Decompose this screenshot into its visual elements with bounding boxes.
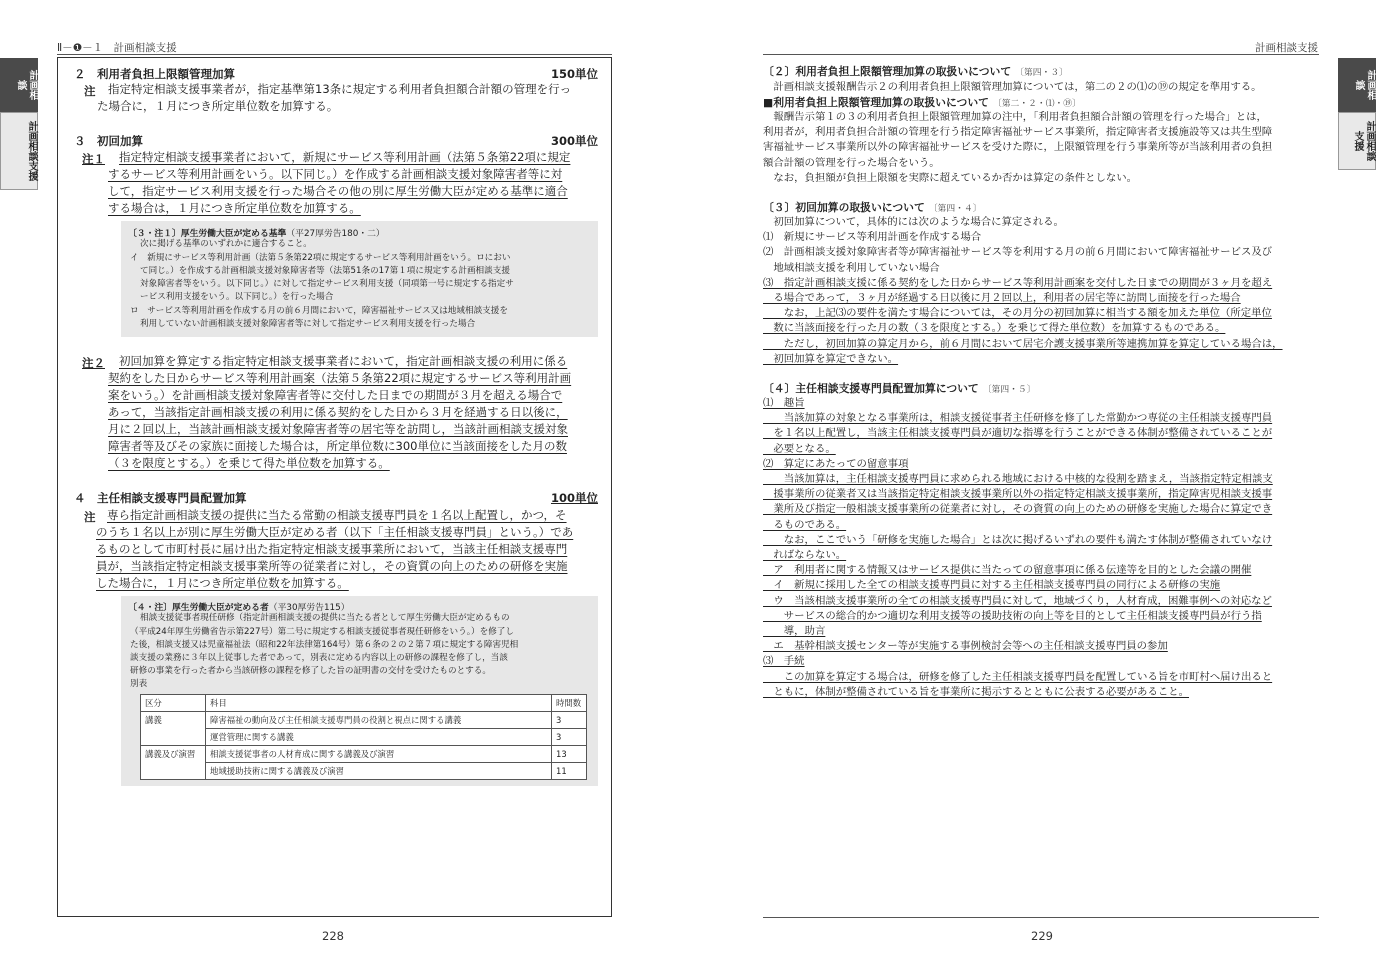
sec3-box-line-6: ロ サービス等利用計画を作成する月の前６月間において，障害福祉サービス又は地域相談支援を xyxy=(130,306,508,316)
text-line: ればならない。 xyxy=(763,549,847,561)
sec4-title: ４ 主任相談支援専門員配置加算 xyxy=(74,491,247,505)
text-line: ⑶ 手続 xyxy=(763,655,805,668)
table-header-cell: 科目 xyxy=(206,695,552,712)
table-cell-subject: 運営管理に関する講義 xyxy=(206,729,552,746)
sec4-unit: 100単位 xyxy=(550,491,598,505)
sec4-box-title: 〔４・注〕厚生労働大臣が定める者（平30厚労告115） xyxy=(128,603,350,613)
table-row xyxy=(141,763,587,780)
text-line: なお，上記⑶の要件を満たす場合については，その月分の初回加算に相当する額を加えた単位（所定単位 xyxy=(763,307,1272,320)
right-side-tab xyxy=(1338,58,1376,170)
sec2-title: ２ 利用者負担上限額管理加算 xyxy=(74,67,235,81)
sec3-box-line-1: 次に掲げる基準のいずれかに適合すること。 xyxy=(140,239,312,249)
table-cell-category: 講義 xyxy=(141,712,206,746)
sec2-note-line-2: た場合に，１月につき所定単位数を加算する。 xyxy=(97,99,339,113)
sec2-note-label: 注 xyxy=(84,84,96,98)
text-line: ⑴ 新規にサービス等利用計画を作成する場合 xyxy=(763,231,982,244)
right-page-number: 229 xyxy=(1031,929,1053,943)
sec4-box-line-2: （平成24年厚生労働省告示第227号）第二号に規定する相談支援従事者現任研修をいう。）を修了し xyxy=(130,627,514,637)
sec3-title: ３ 初回加算 xyxy=(74,134,143,148)
table-row xyxy=(141,746,587,763)
table-cell-subject: 地域援助技術に関する講義及び演習 xyxy=(206,763,552,780)
table-row xyxy=(141,729,587,746)
text-line: 計画相談支援報酬告示２の利用者負担上限額管理加算については，第二の２の⑴の⑲の規定を準用する。 xyxy=(763,81,1262,93)
text-line: 利用者が，利用者負担合計額の管理を行う指定障害福祉サービス事業所，指定障害者支援施設等又は共生型障 xyxy=(763,126,1273,139)
sec2-unit: 150単位 xyxy=(550,67,598,81)
text-line: イ 新規に採用した全ての相談支援専門員に対する主任相談支援専門員の同行による研修の実施 xyxy=(763,579,1221,592)
table-cell-hours: 11 xyxy=(552,763,587,780)
left-header: Ⅱ－❶－１ 計画相談支援 xyxy=(57,42,177,54)
text-line: 導，助言 xyxy=(763,625,826,637)
right-header-rule xyxy=(763,54,1319,55)
text-line: 初回加算を算定できない。 xyxy=(763,352,899,365)
table-cell-subject: 相談支援従事者の人材育成に関する講義及び演習 xyxy=(206,746,552,763)
left-header-rule xyxy=(57,54,612,55)
text-line: 初回加算について，具体的には次のような場合に算定される。 xyxy=(763,216,1064,228)
sec3-box-title: 〔３・注１〕厚生労働大臣が定める基準（平27厚労告180・二） xyxy=(128,229,385,239)
sec4-note-line-1: 専ら指定計画相談支援の提供に当たる常勤の相談支援専門員を１名以上配置し，かつ，そ xyxy=(107,508,567,522)
sec4-box-line-3: た後，相談支援又は児童福祉法（昭和22年法律第164号）第６条の２の２第７項に規定する障害児相 xyxy=(130,640,519,650)
sec3-note1-line-1: 指定特定相談支援事業者において，新規にサービス等利用計画（法第５条第22項に規定 xyxy=(119,150,571,164)
training-table xyxy=(140,694,587,780)
sec4-box-line-4: 談支援の業務に３年以上従事した者であって，別表に定める内容以上の研修の課程を修了し，当該 xyxy=(130,653,508,663)
text-line: 地域相談支援を利用していない場合 xyxy=(763,261,940,274)
sec4-box-line-5: 研修の事業を行った者から当該研修の課程を修了した旨の証明書の交付を受けたものとする。 xyxy=(130,666,491,676)
text-line: サービスの総合的かつ適切な利用支援等の援助技術の向上等を目的として主任相談支援専門員が行う指 xyxy=(763,609,1262,622)
text-line: 数に当該面接を行った月の数（３を限度とする。）を乗じて得た単位数）を加算するものである。 xyxy=(763,322,1226,335)
sec3-note2-line-5: 月に２回以上，当該計画相談支援対象障害者等の居宅等を訪問し，当該計画相談支援対象 xyxy=(108,422,568,436)
table-header-cell: 区分 xyxy=(141,695,206,712)
right-header: 計画相談支援 xyxy=(1255,42,1318,54)
text-line: なお，負担額が負担上限額を実際に超えているか否かは算定の条件としない。 xyxy=(763,171,1138,184)
text-line: 額合計額の管理を行った場合をいう。 xyxy=(763,156,940,169)
text-line: 害福祉サービス事業所以外の障害福祉サービスを受けた際に，上限額管理を行う事業所等が当該利用者の負担 xyxy=(763,141,1273,154)
sec4-note-line-4: 員が，当該指定特定相談支援事業所等の従業者に対し，その資質の向上のための研修を実施 xyxy=(96,559,568,573)
text-line: るものである。 xyxy=(763,518,847,531)
left-side-tab-top: 計画相談 xyxy=(0,58,38,112)
sec3-note1-label: 注１ xyxy=(82,152,105,166)
text-line: ⑴ 趣旨 xyxy=(763,397,805,409)
text-line: ⑵ 計画相談支援対象障害者等が障害福祉サービス等を利用する月の前６月間において障害福祉サービス及び xyxy=(763,246,1273,259)
text-line: 必要となる。 xyxy=(763,442,836,455)
left-side-tab xyxy=(0,58,38,190)
r-h2b-title: ■利用者負担上限額管理加算の取扱いについて 〔第二・２・⑴・⑲〕 xyxy=(763,96,1081,109)
table-cell-subject: 障害福祉の動向及び主任相談支援専門員の役割と視点に関する講義 xyxy=(206,712,552,729)
sec3-note2-line-2: 契約をした日からサービス等利用計画案（法第５条第22項に規定するサービス等利用計画 xyxy=(108,371,572,385)
sec4-note-line-5: した場合に，１月につき所定単位数を加算する。 xyxy=(96,576,349,590)
right-side-tab-bottom: 計画相談支援 xyxy=(1338,112,1376,170)
sec3-box-line-4: 対象障害者等をいう。以下同じ。）に対して指定サービス利用支援（同項第一号に規定する指定サ xyxy=(140,279,514,289)
text-line: ただし，初回加算の算定月から，前６月間において居宅介護支援事業所等連携加算を算定している場合は， xyxy=(763,337,1283,350)
text-line: ⑶ 指定計画相談支援に係る契約をした日からサービス等利用計画案を交付した日までの期間が３ヶ月を超え xyxy=(763,276,1273,289)
text-line: 援事業所の従業者又は当該指定特定相談支援事業所以外の指定特定相談支援事業所，指定障害児相談支援事 xyxy=(763,488,1273,501)
table-header-row xyxy=(141,695,587,712)
table-cell-hours: 13 xyxy=(552,746,587,763)
text-line: 当該加算は，主任相談支援専門員に求められる地域における中核的な役割を踏まえ，当該指定特定相談支 xyxy=(763,473,1273,485)
sec3-note2-line-6: 障害者等及びその家族に面接した場合は，所定単位数に300単位に当該面接をした月の数 xyxy=(108,439,567,453)
right-side-tab-top: 計画相談 xyxy=(1338,58,1376,112)
sec3-note2-line-4: あって，当該指定計画相談支援の利用に係る契約をした日から３月を経過する日以後に， xyxy=(108,405,568,419)
sec3-note2-line-1: 初回加算を算定する指定特定相談支援事業者において，指定計画相談支援の利用に係る xyxy=(119,354,568,368)
table-header-cell: 時間数 xyxy=(552,695,587,712)
sec4-note-line-3: るものとして市町村長に届け出た指定特定相談支援事業所において，当該主任相談支援専門 xyxy=(96,542,568,556)
text-line: ウ 当該相談支援事業所の全ての相談支援専門員に対して，地域づくり，人材育成，困難事例への対応など xyxy=(763,594,1272,607)
r-h2-title: 〔２〕利用者負担上限額管理加算の取扱いについて 〔第四・３〕 xyxy=(763,65,1068,78)
text-line: この加算を算定する場合は，研修を修了した主任相談支援専門員を配置している旨を市町村へ届け出ると xyxy=(763,670,1273,683)
text-line: 報酬告示第１の３の利用者負担上限額管理加算の注中，「利用者負担額合計額の管理を行った場合」とは， xyxy=(763,111,1267,123)
r-h4-title: 〔４〕主任相談支援専門員配置加算について 〔第四・５〕 xyxy=(763,382,1036,395)
left-page-number: 228 xyxy=(322,929,344,943)
sec2-note-line-1: 指定特定相談支援事業者が，指定基準第13条に規定する利用者負担額合計額の管理を行っ xyxy=(108,82,572,96)
sec3-note1-line-4: する場合は，１月につき所定単位数を加算する。 xyxy=(108,201,361,215)
sec3-box-line-2: イ 新規にサービス等利用計画（法第５条第22項に規定するサービス等利用計画をいう。ロにおい xyxy=(130,253,511,263)
sec4-box-line-6: 別表 xyxy=(130,679,148,689)
text-line: ア 利用者に関する情報又はサービス提供に当たっての留意事項に係る伝達等を目的とした会議の開催 xyxy=(763,564,1252,577)
text-line: ⑵ 算定にあたっての留意事項 xyxy=(763,457,909,470)
sec3-note2-line-3: 案をいう。）を計画相談支援対象障害者等に交付した日までの期間が３月を超える場合で xyxy=(108,388,563,402)
sec3-note2-label: 注２ xyxy=(82,356,105,370)
sec4-note-label: 注 xyxy=(84,510,96,524)
sec3-box-line-5: ービス利用支援をいう。以下同じ。）を行った場合 xyxy=(140,292,334,302)
sec4-note-line-2: のうち１名以上が別に厚生労働大臣が定める者（以下「主任相談支援専門員」という。）であ xyxy=(96,525,574,539)
sec3-note1-line-2: するサービス等利用計画をいう。以下同じ。）を作成する計画相談支援対象障害者等に対 xyxy=(108,167,563,181)
text-line: 業所及び指定一般相談支援事業所の従業者に対し，その資質の向上のための研修を実施した場合に算定でき xyxy=(763,503,1273,516)
sec3-box-line-7: 利用していない計画相談支援対象障害者等に対して指定サービス利用支援を行った場合 xyxy=(140,319,476,329)
table-cell-category: 講義及び演習 xyxy=(141,746,206,780)
sec3-box-line-3: て同じ。）を作成する計画相談支援対象障害者等（法第51条の17第１項に規定する計画相談支援 xyxy=(140,266,510,276)
sec4-box-line-1: 相談支援従事者現任研修（指定計画相談支援の提供に当たる者として厚生労働大臣が定めるもの xyxy=(140,613,510,623)
table-row xyxy=(141,712,587,729)
table-cell-hours: 3 xyxy=(552,712,587,729)
sec3-note2-line-7: （３を限度とする。）を乗じて得た単位数を加算する。 xyxy=(108,456,390,470)
right-bottom-rule xyxy=(763,917,1319,918)
r-h3-title: 〔３〕初回加算の取扱いについて 〔第四・４〕 xyxy=(763,201,982,214)
text-line: エ 基幹相談支援センター等が実施する事例検討会等への主任相談支援専門員の参加 xyxy=(763,640,1168,653)
text-line: 当該加算の対象となる事業所は，相談支援従事者主任研修を修了した常勤かつ専従の主任相談支援専門員 xyxy=(763,412,1273,425)
sec3-unit: 300単位 xyxy=(550,134,598,148)
table-cell-hours: 3 xyxy=(552,729,587,746)
text-line: を１名以上配置し，当該主任相談支援専門員が適切な指導を行うことができる体制が整備されていることが xyxy=(763,427,1273,440)
text-line: る場合であって，３ヶ月が経過する日以後に月２回以上，利用者の居宅等に訪問し面接を行った場合 xyxy=(763,292,1241,304)
sec3-note1-line-3: して，指定サービス利用支援を行った場合その他の別に厚生労働大臣が定める基準に適合 xyxy=(108,184,568,198)
text-line: なお，ここでいう「研修を実施した場合」とは次に掲げるいずれの要件も満たす体制が整備されていなけ xyxy=(763,533,1273,546)
text-line: ともに，体制が整備されている旨を事業所に掲示するとともに公表する必要があること。 xyxy=(763,685,1190,698)
left-side-tab-bottom: 計画相談支援 xyxy=(0,112,38,190)
